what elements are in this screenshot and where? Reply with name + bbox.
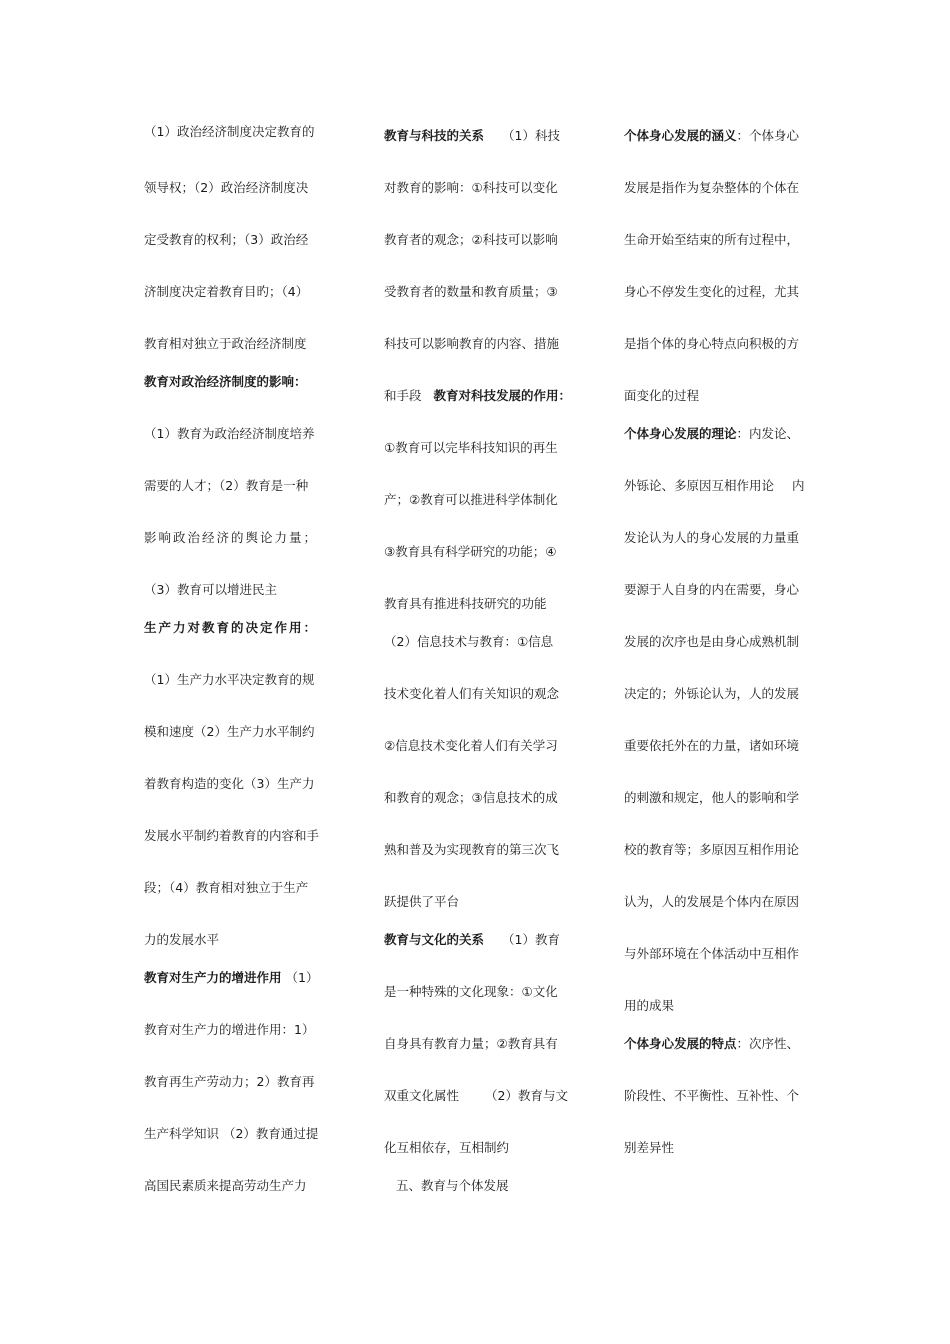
heading-line (384, 128, 560, 144)
text-line: 教育者的观念；②科技可以影响 (384, 232, 558, 247)
section-heading: 生产力对教育的决定作用： (144, 620, 319, 635)
text-line: 与外部环境在个体活动中互相作 (624, 946, 800, 961)
text-line: 校的教育等；多原因互相作用论 (624, 842, 800, 857)
text-line: 产；②教育可以推进科学体制化 (384, 492, 558, 507)
text-line (384, 1088, 568, 1104)
text-line: （2）信息技术与教育：①信息 (384, 634, 554, 649)
text-line: 决定的；外铄论认为，人的发展 (624, 686, 800, 701)
text-line: 生产科学知识 （2）教育通过提 (144, 1126, 319, 1141)
text-line: 教育具有推进科技研究的功能 (384, 596, 547, 611)
text-line: （1）政治经济制度决定教育的 (144, 124, 315, 139)
text-line: 是指个体的身心特点向积极的方 (624, 336, 800, 351)
section-heading: 教育对生产力的增进作用 (144, 970, 282, 985)
text-line: 影响政治经济的舆论力量； (144, 530, 319, 545)
section-heading: 个体身心发展的涵义 (624, 128, 737, 143)
heading-line (384, 388, 571, 404)
text-fragment: （1） (285, 970, 319, 985)
text-fragment: ：次序性、 (736, 1036, 800, 1051)
text-fragment: ：内发论、 (736, 426, 800, 441)
text-fragment: 和手段 (384, 388, 422, 403)
text-line: 发展的次序也是由身心成熟机制 (624, 634, 800, 649)
section-heading: 教育对政治经济制度的影响： (144, 374, 307, 389)
text-line: 领导权；（2）政治经济制度决 (144, 180, 309, 195)
text-line: 的刺激和规定，他人的影响和学 (624, 790, 800, 805)
text-line: 自身具有教育力量；②教育具有 (384, 1036, 558, 1051)
section-heading: 教育与科技的关系 (384, 128, 485, 143)
text-line: 定受教育的权利；（3）政治经 (144, 232, 309, 247)
text-line: 别差异性 (624, 1140, 675, 1155)
text-fragment: 内 (792, 478, 805, 493)
text-line: 跃提供了平台 (384, 894, 460, 909)
text-line: 要源于人自身的内在需要，身心 (624, 582, 800, 597)
text-line: 阶段性、不平衡性、互补性、个 (624, 1088, 800, 1103)
text-line (624, 478, 805, 494)
text-line: 重要依托外在的力量，诸如环境 (624, 738, 800, 753)
heading-line (624, 128, 799, 144)
text-line: 用的成果 (624, 998, 675, 1013)
text-line: 对教育的影响：①科技可以变化 (384, 180, 558, 195)
text-line: 模和速度（2）生产力水平制约 (144, 724, 315, 739)
text-line: （1）生产力水平决定教育的规 (144, 672, 315, 687)
heading-line (384, 932, 560, 948)
text-line: 发展水平制约着教育的内容和手 (144, 828, 320, 843)
text-line: 生命开始至结束的所有过程中， (624, 232, 800, 247)
text-fragment: 外铄论、多原因互相作用论 (624, 478, 775, 493)
text-line: 着教育构造的变化（3）生产力 (144, 776, 315, 791)
heading-line (624, 1036, 799, 1052)
text-line: 熟和普及为实现教育的第三次飞 (384, 842, 560, 857)
text-line: 化互相依存，互相制约 (384, 1140, 510, 1155)
text-line: 发展是指作为复杂整体的个体在 (624, 180, 800, 195)
text-line: 技术变化着人们有关知识的观念 (384, 686, 560, 701)
text-line: 科技可以影响教育的内容、措施 (384, 336, 560, 351)
text-line: 和教育的观念；③信息技术的成 (384, 790, 558, 805)
text-fragment: （1）科技 (502, 128, 560, 143)
text-line: ②信息技术变化着人们有关学习 (384, 738, 558, 753)
section-heading: 个体身心发展的特点 (624, 1036, 737, 1051)
section-heading: 教育与文化的关系 (384, 932, 485, 947)
text-line: （1）教育为政治经济制度培养 (144, 426, 315, 441)
section-title: 五、教育与个体发展 (396, 1178, 509, 1193)
text-line: 是一种特殊的文化现象：①文化 (384, 984, 558, 999)
text-line: 受教育者的数量和教育质量；③ (384, 284, 558, 299)
text-line: 济制度决定着教育目旳；（4） (144, 284, 309, 299)
text-line: 发论认为人的身心发展的力量重 (624, 530, 800, 545)
text-line: ③教育具有科学研究的功能；④ (384, 544, 557, 559)
section-heading: 教育对科技发展的作用： (433, 388, 572, 403)
text-line: ①教育可以完毕科技知识的再生 (384, 440, 558, 455)
text-line: 教育再生产劳动力；2）教育再 (144, 1074, 315, 1089)
text-line: 教育对生产力的增进作用：1） (144, 1022, 315, 1037)
text-line: 力的发展水平 (144, 932, 220, 947)
text-line: 教育相对独立于政治经济制度 (144, 336, 307, 351)
text-line: 段；（4）教育相对独立于生产 (144, 880, 309, 895)
text-line: 面变化的过程 (624, 388, 700, 403)
text-fragment: （1）教育 (502, 932, 560, 947)
heading-line (144, 970, 318, 986)
text-fragment: 双重文化属性 (384, 1088, 460, 1103)
heading-line (624, 426, 799, 442)
section-heading: 个体身心发展的理论 (624, 426, 737, 441)
text-line: （3）教育可以增进民主 (144, 582, 277, 597)
text-fragment: ：个体身心 (736, 128, 800, 143)
text-line: 身心不停发生变化的过程，尤其 (624, 284, 800, 299)
text-line: 高国民素质来提高劳动生产力 (144, 1178, 307, 1193)
text-fragment: （2）教育与文 (485, 1088, 568, 1103)
text-line: 需要的人才；（2）教育是一种 (144, 478, 309, 493)
text-line: 认为，人的发展是个体内在原因 (624, 894, 800, 909)
